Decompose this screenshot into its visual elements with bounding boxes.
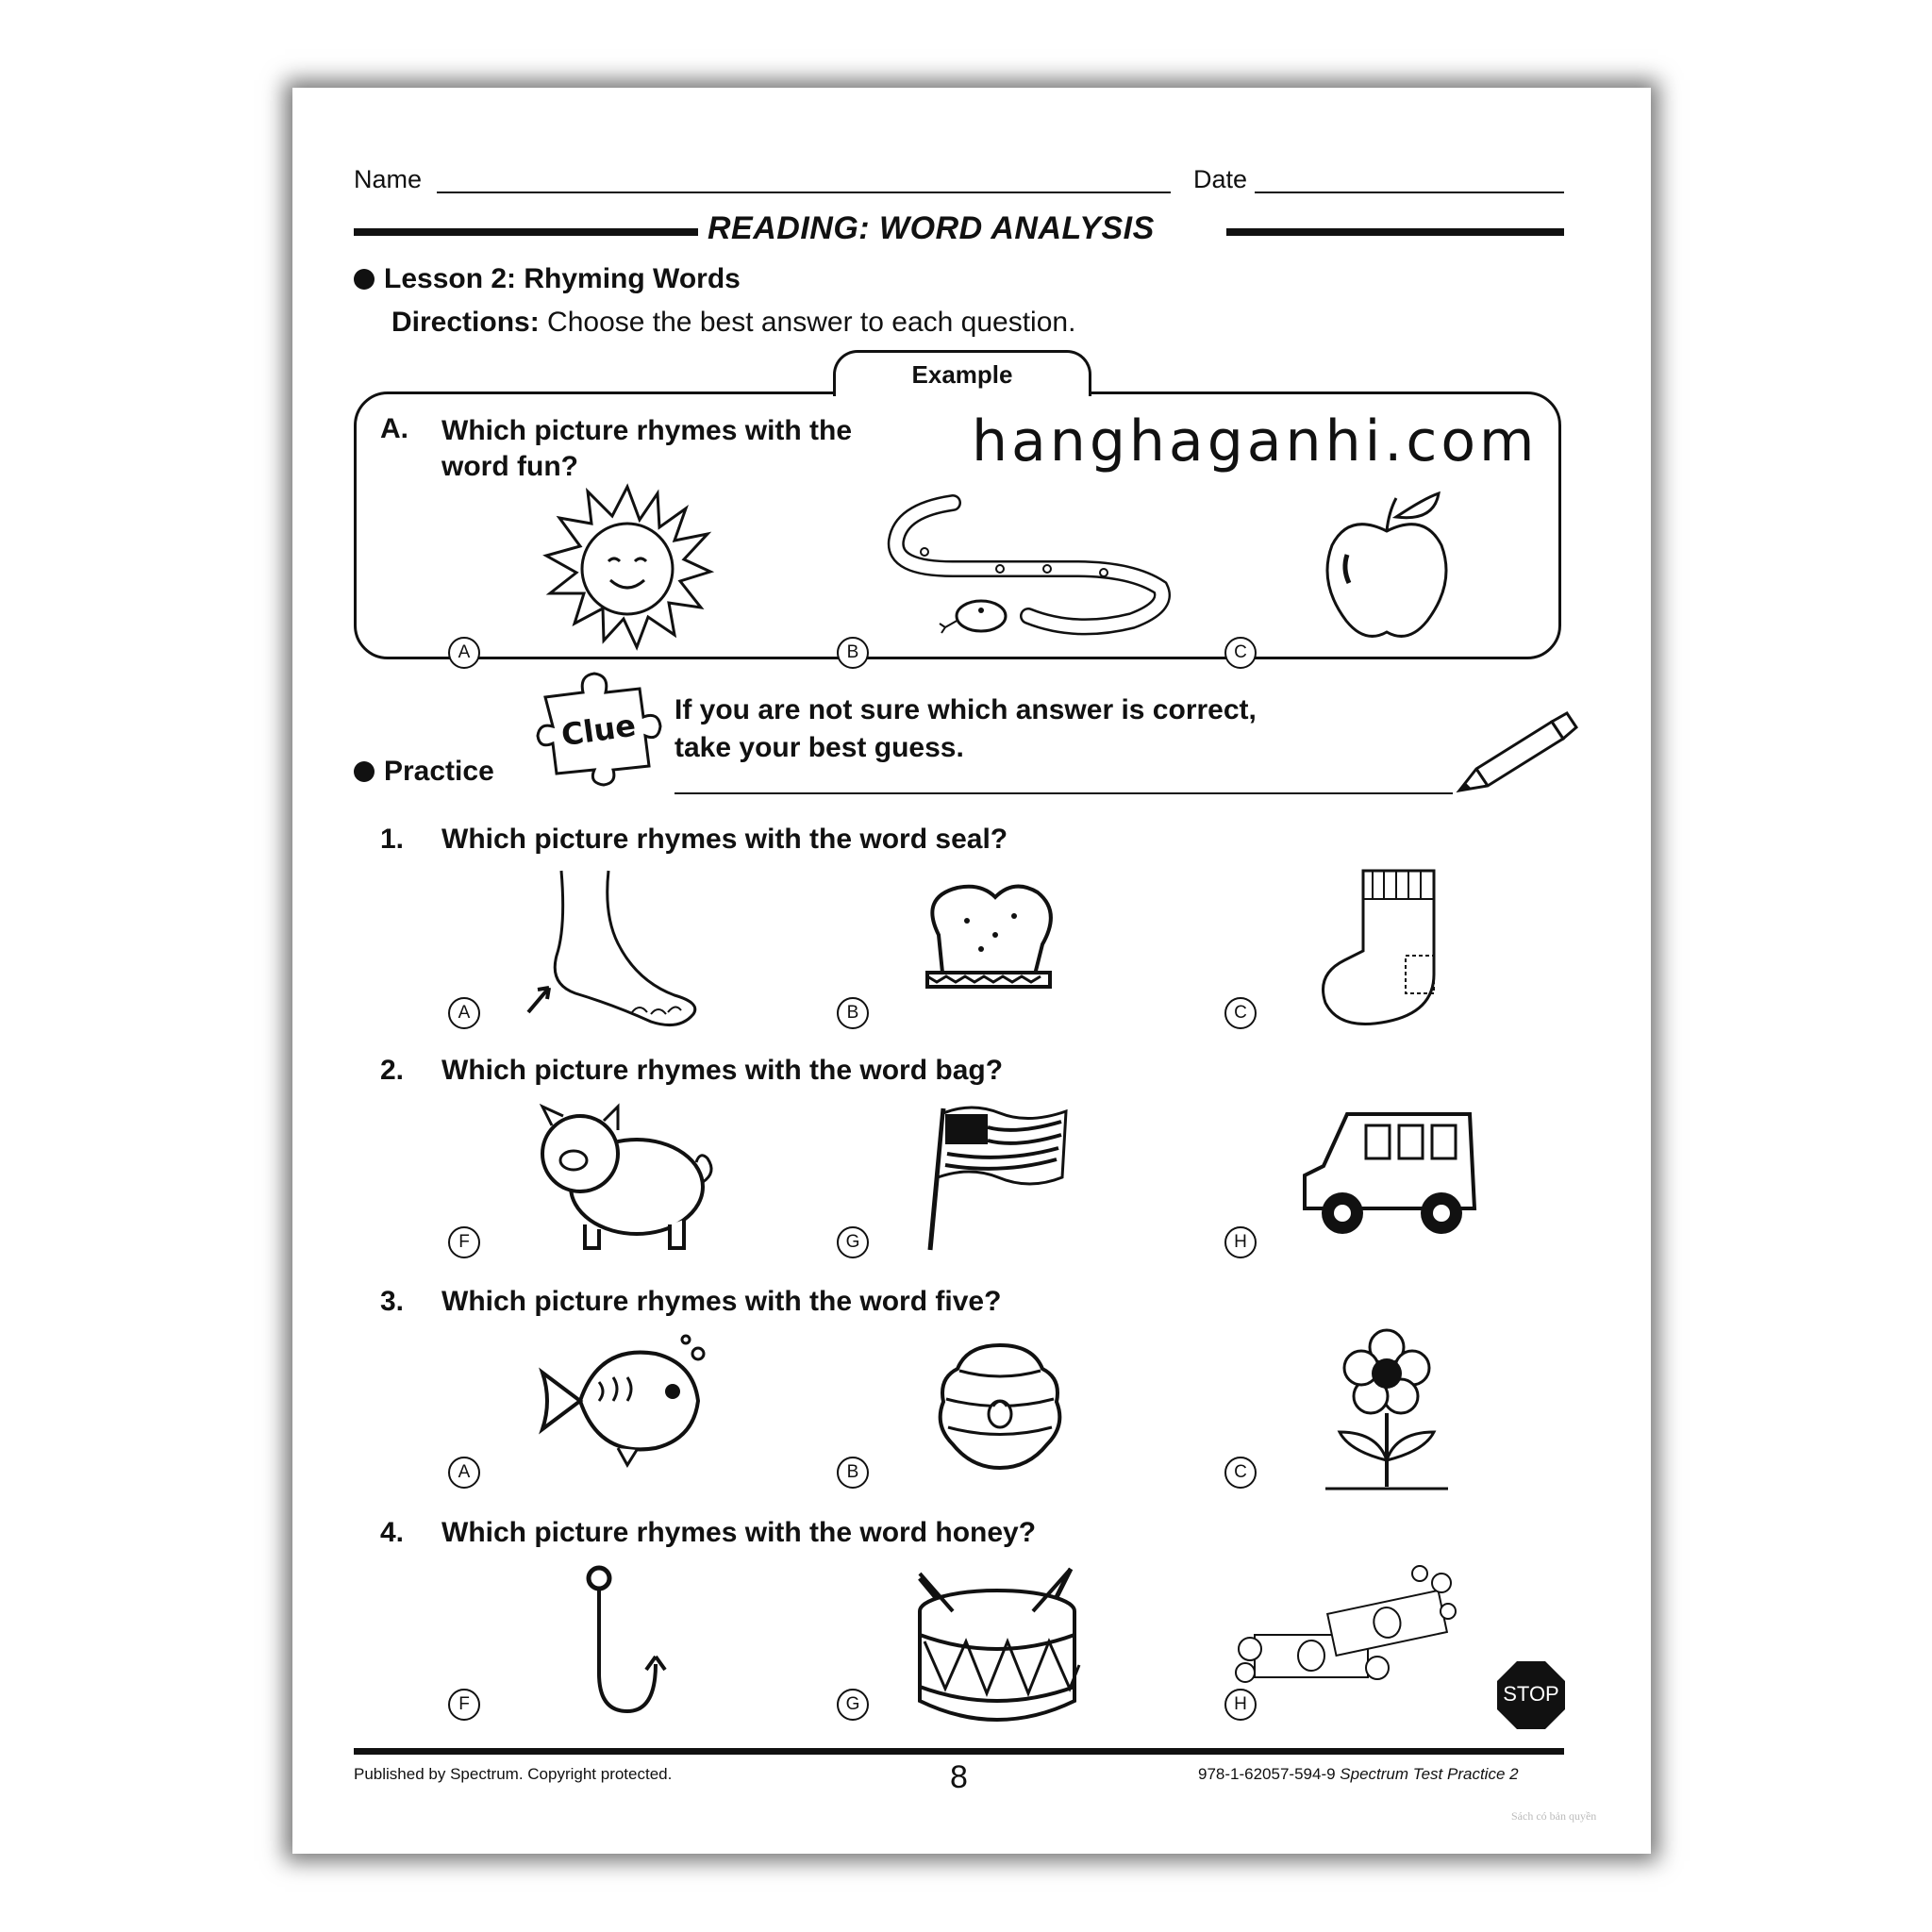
pencil-icon	[1457, 710, 1580, 795]
money-icon	[1236, 1564, 1453, 1696]
example-option-a[interactable]: A	[448, 637, 480, 669]
practice-rule	[675, 792, 1453, 794]
q3-number: 3.	[380, 1286, 405, 1317]
book-title: Spectrum Test Practice 2	[1340, 1765, 1519, 1783]
directions-text: Choose the best answer to each question.	[547, 307, 1076, 338]
q4-word: honey	[935, 1517, 1019, 1548]
q4-number: 4.	[380, 1517, 405, 1548]
q1-word: seal	[935, 824, 991, 855]
bullet-icon	[354, 269, 375, 290]
clue-badge: Clue	[558, 707, 639, 754]
flower-icon	[1325, 1328, 1448, 1493]
example-letter: A.	[380, 413, 408, 444]
name-field[interactable]	[437, 192, 1171, 193]
clue-line2: take your best guess.	[675, 732, 964, 763]
q2-end: ?	[985, 1055, 1004, 1086]
footer-rule	[354, 1748, 1564, 1755]
q3-option-b[interactable]: B	[837, 1457, 869, 1489]
q3-word: five	[935, 1286, 985, 1317]
q1-prompt: Which picture rhymes with the word	[441, 824, 936, 855]
example-question-end: ?	[560, 451, 578, 482]
q3-end: ?	[984, 1286, 1002, 1317]
date-label: Date	[1193, 165, 1248, 193]
date-field[interactable]	[1255, 192, 1564, 193]
q4-prompt: Which picture rhymes with the word	[441, 1517, 936, 1548]
beehive-icon	[939, 1341, 1061, 1473]
q3-option-a[interactable]: A	[448, 1457, 480, 1489]
q4-option-h[interactable]: H	[1224, 1689, 1257, 1721]
practice-heading	[354, 756, 494, 788]
isbn: 978-1-62057-594-9	[1198, 1765, 1336, 1783]
example-question-pre: word	[441, 451, 517, 482]
q1-number: 1.	[380, 824, 405, 855]
q2-prompt: Which picture rhymes with the word	[441, 1055, 936, 1086]
example-question	[441, 413, 852, 485]
q2-text	[441, 1055, 1003, 1087]
apple-icon	[1321, 489, 1453, 640]
q1-option-a[interactable]: A	[448, 997, 480, 1029]
sun-icon	[542, 482, 712, 652]
worksheet-page	[292, 88, 1651, 1854]
fish-icon	[533, 1335, 712, 1467]
q3-text	[441, 1286, 1001, 1318]
practice-title: Practice	[384, 756, 494, 787]
name-label: Name	[354, 165, 423, 193]
example-option-b[interactable]: B	[837, 637, 869, 669]
q3-option-c[interactable]: C	[1224, 1457, 1257, 1489]
q4-option-g[interactable]: G	[837, 1689, 869, 1721]
q1-end: ?	[990, 824, 1008, 855]
snake-icon	[887, 495, 1170, 637]
directions-label: Directions:	[391, 307, 540, 338]
flag-icon	[924, 1099, 1075, 1255]
bus-icon	[1300, 1105, 1479, 1246]
sock-icon	[1316, 866, 1448, 1031]
q1-option-b[interactable]: B	[837, 997, 869, 1029]
q2-option-f[interactable]: F	[448, 1226, 480, 1258]
example-question-line2	[441, 449, 852, 485]
q2-option-h[interactable]: H	[1224, 1226, 1257, 1258]
stop-label: STOP	[1503, 1682, 1559, 1706]
sandwich-icon	[920, 878, 1061, 1001]
directions	[391, 307, 1075, 339]
q4-text	[441, 1517, 1036, 1549]
heading-rule-left	[354, 228, 698, 236]
lesson-title: Lesson 2: Rhyming Words	[384, 263, 741, 294]
example-option-c[interactable]: C	[1224, 637, 1257, 669]
q4-option-f[interactable]: F	[448, 1689, 480, 1721]
example-tab-label: Example	[911, 359, 1013, 389]
publisher-note: Published by Spectrum. Copyright protected.	[354, 1765, 673, 1783]
example-tab	[833, 350, 1091, 396]
q2-option-g[interactable]: G	[837, 1226, 869, 1258]
q2-number: 2.	[380, 1055, 405, 1086]
drum-icon	[915, 1564, 1080, 1724]
page-number: 8	[950, 1759, 968, 1795]
book-info	[1198, 1765, 1519, 1784]
lesson-heading	[354, 263, 741, 295]
heel-icon	[519, 871, 698, 1026]
bullet-icon	[354, 761, 375, 782]
heading-rule-right	[1226, 228, 1564, 236]
example-word: fun	[517, 451, 561, 482]
hook-icon	[575, 1564, 670, 1720]
section-title: READING: WORD ANALYSIS	[708, 210, 1155, 246]
clue-text	[675, 691, 1257, 767]
q1-text	[441, 824, 1008, 856]
q4-end: ?	[1018, 1517, 1037, 1548]
pig-icon	[528, 1102, 717, 1253]
example-question-line1: Which picture rhymes with the	[441, 415, 853, 446]
q1-option-c[interactable]: C	[1224, 997, 1257, 1029]
copyright-note: Sách có bản quyền	[1511, 1809, 1597, 1823]
q2-word: bag	[935, 1055, 986, 1086]
q3-prompt: Which picture rhymes with the word	[441, 1286, 936, 1317]
clue-line1: If you are not sure which answer is correct,	[675, 694, 1257, 725]
watermark: hanghaganhi.com	[972, 408, 1539, 475]
